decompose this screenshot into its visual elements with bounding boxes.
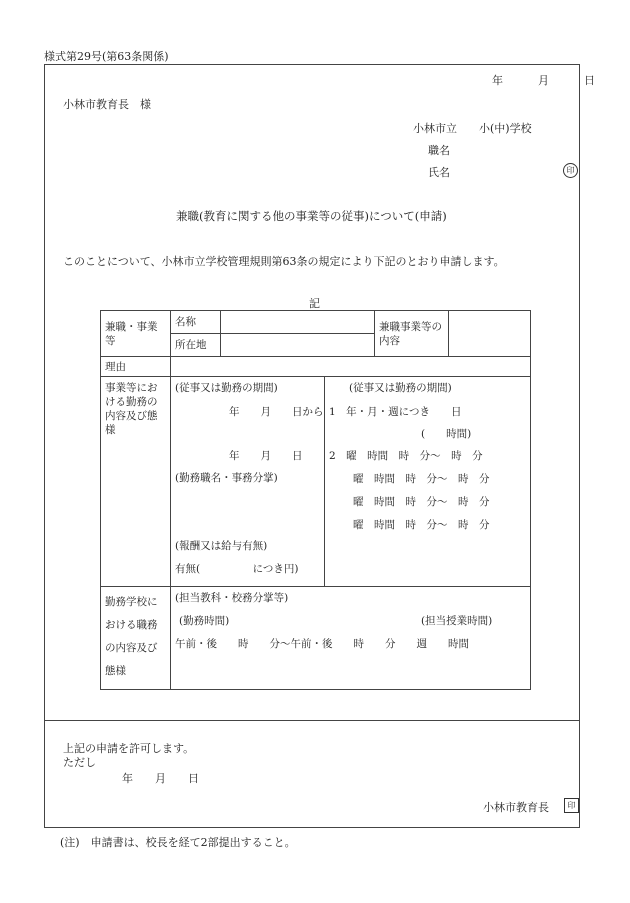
- name-label: 名称: [171, 311, 221, 334]
- applicant-position: 職名: [428, 144, 450, 157]
- applicant-name: 氏名: [428, 166, 450, 179]
- date-month: 月: [538, 74, 549, 87]
- left-from-date: 年 月 日から: [229, 406, 324, 418]
- applicant-school: 小林市立 小(中)学校: [413, 122, 532, 135]
- reason-label: 理由: [101, 357, 171, 377]
- hours-heading: (勤務時間): [179, 615, 230, 627]
- name-field[interactable]: [221, 311, 375, 334]
- document-title: 兼職(教育に関する他の事業等の従事)について(申請): [176, 209, 447, 223]
- location-label: 所在地: [171, 334, 221, 357]
- application-table: [100, 310, 531, 690]
- right-period-heading: (従事又は勤務の期間): [349, 382, 452, 394]
- school-work-label-line: おける職務: [105, 619, 158, 631]
- form-label: 様式第29号(第63条関係): [44, 50, 169, 63]
- school-work-label-line: 態様: [105, 665, 126, 677]
- left-period-heading: (従事又は勤務の期間): [175, 382, 278, 394]
- right-line-5: 曜 時間 時 分～ 時 分: [353, 519, 490, 531]
- approval-seal-icon: 印: [564, 798, 579, 813]
- approval-date: 年 月 日: [122, 772, 199, 785]
- left-to-date: 年 月 日: [229, 450, 303, 462]
- subjects-heading: (担当教科・校務分掌等): [175, 592, 289, 604]
- school-work-content: [171, 587, 530, 689]
- right-line-4: 曜 時間 時 分～ 時 分: [353, 496, 490, 508]
- concurrent-label: 兼職・事業等: [101, 311, 171, 357]
- work-right: [325, 377, 530, 586]
- class-hours-heading: (担当授業時間): [421, 615, 493, 627]
- school-work-label-line: 勤務学校に: [105, 596, 158, 608]
- time-line: 午前・後 時 分～午前・後 時 分 週 時間: [175, 638, 469, 650]
- reason-field[interactable]: [171, 357, 531, 377]
- approval-text: 上記の申請を許可します。: [63, 742, 195, 755]
- approval-proviso: ただし: [63, 756, 96, 769]
- approval-divider: [44, 720, 580, 721]
- school-work-label-line: の内容及び: [105, 642, 158, 654]
- right-line-1: 1 年・月・週につき 日: [329, 406, 462, 418]
- pay-heading: (報酬又は給与有無): [175, 540, 268, 552]
- duty-heading: (勤務職名・事務分掌): [175, 472, 278, 484]
- pay-line: 有無( につき円): [175, 563, 299, 575]
- work-label: 事業等における勤務の内容及び態様: [101, 377, 171, 587]
- right-line-1b: ( 時間): [421, 428, 472, 440]
- right-line-3: 曜 時間 時 分～ 時 分: [353, 473, 490, 485]
- work-left: [171, 377, 324, 586]
- school-work-label: [101, 587, 171, 690]
- location-field[interactable]: [221, 334, 375, 357]
- date-day: 日: [584, 74, 595, 87]
- business-content-label: 兼職事業等の内容: [375, 311, 449, 357]
- ki-heading: 記: [309, 297, 320, 310]
- intro-text: このことについて、小林市立学校管理規則第63条の規定により下記のとおり申請します。: [63, 255, 505, 268]
- footnote: (注) 申請書は、校長を経て2部提出すること。: [60, 836, 296, 849]
- date-year: 年: [492, 74, 503, 87]
- applicant-seal-icon: 印: [563, 163, 578, 178]
- business-content-field[interactable]: [449, 311, 531, 357]
- addressee: 小林市教育長 様: [63, 98, 151, 111]
- approval-authority: 小林市教育長: [483, 801, 549, 814]
- header-date: [492, 72, 595, 88]
- right-line-2: 2 曜 時間 時 分～ 時 分: [329, 450, 483, 462]
